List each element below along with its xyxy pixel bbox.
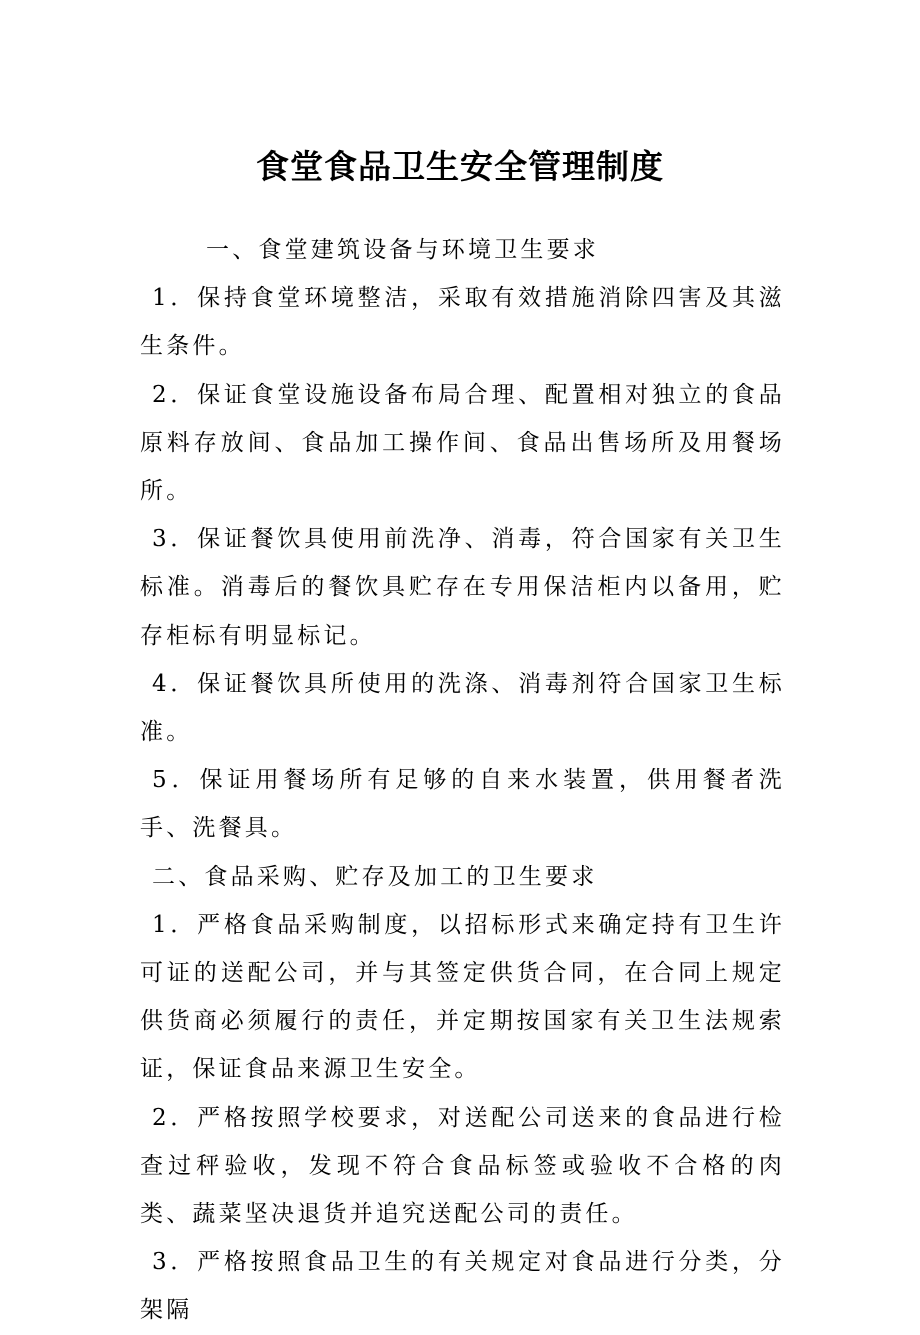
document-title: 食堂食品卫生安全管理制度 — [256, 147, 664, 186]
section-2-item-1: 1．严格食品采购制度，以招标形式来确定持有卫生许可证的送配公司，并与其签定供货合同，在合同上规定供货商必须履行的责任，并定期按国家有关卫生法规索证，保证食品来源卫生安全。 — [140, 911, 785, 1083]
section-1-item-5: 5．保证用餐场所有足够的自来水装置，供用餐者洗手、洗餐具。 — [140, 767, 785, 842]
section-2-item-3: 3．严格按照食品卫生的有关规定对食品进行分类，分架隔 — [140, 1249, 785, 1324]
section-1-item-4: 4．保证餐饮具所使用的洗涤、消毒剂符合国家卫生标准。 — [140, 670, 785, 746]
document-body — [140, 226, 785, 1335]
section-1-item-2: 2．保证食堂设施设备布局合理、配置相对独立的食品原料存放间、食品加工操作间、食品出售场所及用餐场所。 — [140, 381, 785, 505]
section-2-item-2: 2．严格按照学校要求，对送配公司送来的食品进行检查过秤验收，发现不符合食品标签或验收不合格的肉类、蔬菜坚决退货并追究送配公司的责任。 — [140, 1104, 785, 1228]
section-1-item-3: 3．保证餐饮具使用前洗净、消毒，符合国家有关卫生标准。消毒后的餐饮具贮存在专用保洁柜内以备用，贮存柜标有明显标记。 — [140, 526, 785, 649]
section-heading-2: 二、食品采购、贮存及加工的卫生要求 — [152, 863, 598, 890]
section-heading-1: 一、食堂建筑设备与环境卫生要求 — [206, 237, 599, 263]
section-1-item-1: 1．保持食堂环境整洁，采取有效措施消除四害及其滋生条件。 — [140, 285, 785, 360]
